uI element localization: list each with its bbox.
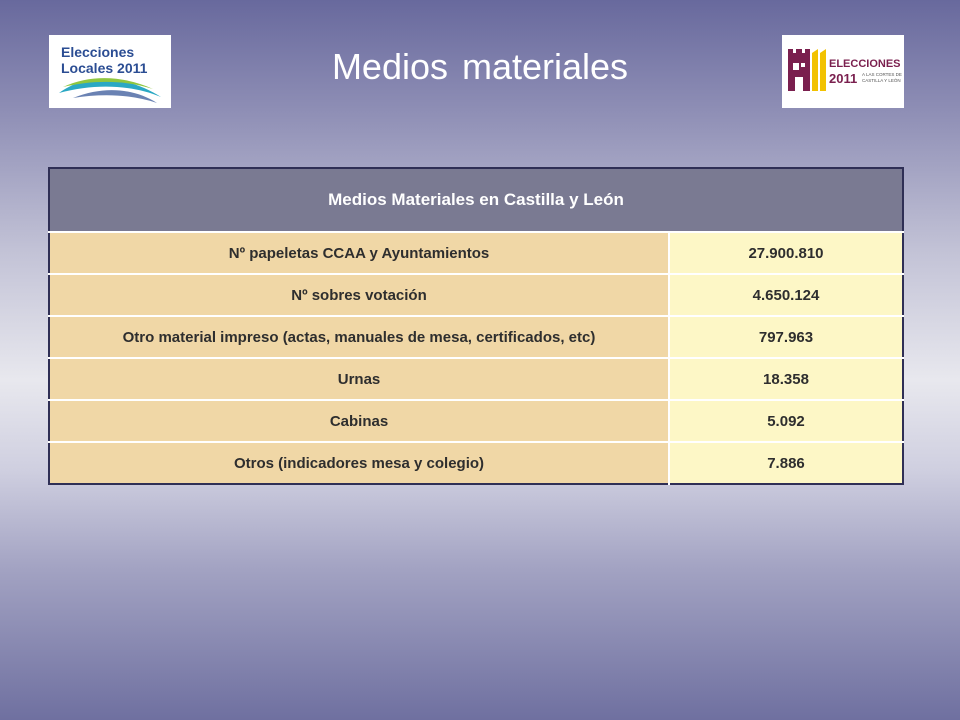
row-label: Nº sobres votación xyxy=(49,274,669,316)
logo-left-line1: Elecciones xyxy=(61,44,135,60)
row-value: 7.886 xyxy=(669,442,903,484)
row-label: Urnas xyxy=(49,358,669,400)
elecciones-cortes-logo xyxy=(782,35,904,108)
table-row xyxy=(49,442,903,484)
eleven-mark-icon xyxy=(812,49,826,91)
castle-icon xyxy=(788,49,810,91)
swoosh-shadow-icon xyxy=(73,90,157,103)
row-value: 27.900.810 xyxy=(669,232,903,274)
table-row xyxy=(49,316,903,358)
logo-right-sub2: CASTILLA Y LEÓN xyxy=(862,78,901,83)
table-row xyxy=(49,274,903,316)
logo-right-year: 2011 xyxy=(829,71,858,86)
row-label: Otro material impreso (actas, manuales de mesa, certificados, etc) xyxy=(49,316,669,358)
row-value: 797.963 xyxy=(669,316,903,358)
table-header-row xyxy=(49,168,903,232)
slide-title: Medios materiales xyxy=(331,46,629,87)
logo-right-main: ELECCIONES xyxy=(829,58,901,70)
row-value: 5.092 xyxy=(669,400,903,442)
table-row xyxy=(49,232,903,274)
row-value: 4.650.124 xyxy=(669,274,903,316)
medios-materiales-table xyxy=(48,167,904,485)
table-header: Medios Materiales en Castilla y León xyxy=(49,168,903,232)
row-label: Nº papeletas CCAA y Ayuntamientos xyxy=(49,232,669,274)
logo-right-sub1: A LAS CORTES DE xyxy=(862,72,902,77)
logo-left-line2: Locales 2011 xyxy=(61,60,148,76)
table-row xyxy=(49,400,903,442)
row-label: Otros (indicadores mesa y colegio) xyxy=(49,442,669,484)
row-value: 18.358 xyxy=(669,358,903,400)
table-row xyxy=(49,358,903,400)
row-label: Cabinas xyxy=(49,400,669,442)
